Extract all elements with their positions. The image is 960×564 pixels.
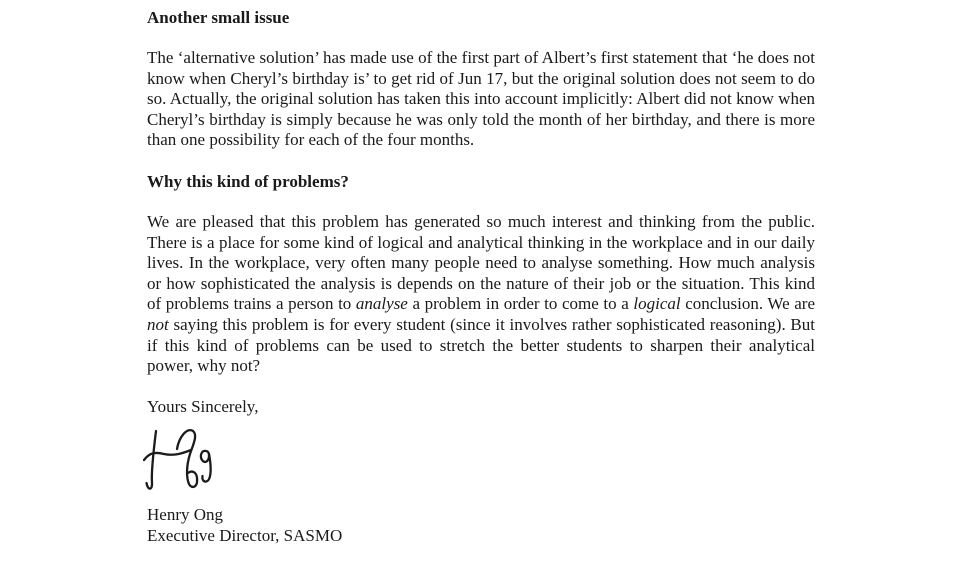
section-heading-why-this-kind-of-problems: Why this kind of problems? (147, 171, 349, 191)
letter-body (147, 7, 815, 547)
paragraph-alternative-solution: The ‘alternative solution’ has made use of the first part of Albert’s first statement that ‘he does not know when Cheryl’s birthday is’ to get rid of Jun 17, but the original solution does not seem to do so. Actually, the original solution has taken this into account implicitly: Albert did not know when Cheryl’s birthday is simply because he was only told the month of her birthday, and there is more than one possibility for each of the four months. (147, 48, 815, 150)
signatory-title: Executive Director, SASMO (147, 526, 343, 546)
signatory-name: Henry Ong (147, 505, 224, 525)
paragraph-why-this-kind-of-problems: We are pleased that this problem has generated so much interest and thinking from the public. There is a place for some kind of logical and analytical thinking in the workplace and in our daily lives. In the workplace, very often many people need to analyse something. How much analysis or how sophisticated the analysis is depends on the nature of their job or the situation. This kind of problems trains a person to analyse a problem in order to come to a logical conclusion. We are not saying this problem is for every student (since it involves rather sophisticated reasoning). But if this kind of problems can be used to stretch the better students to sharpen their analytical power, why not? (147, 211, 815, 376)
signature-icon (143, 425, 229, 505)
closing-salutation: Yours Sincerely, (147, 396, 259, 416)
section-heading-another-small-issue: Another small issue (147, 8, 290, 27)
